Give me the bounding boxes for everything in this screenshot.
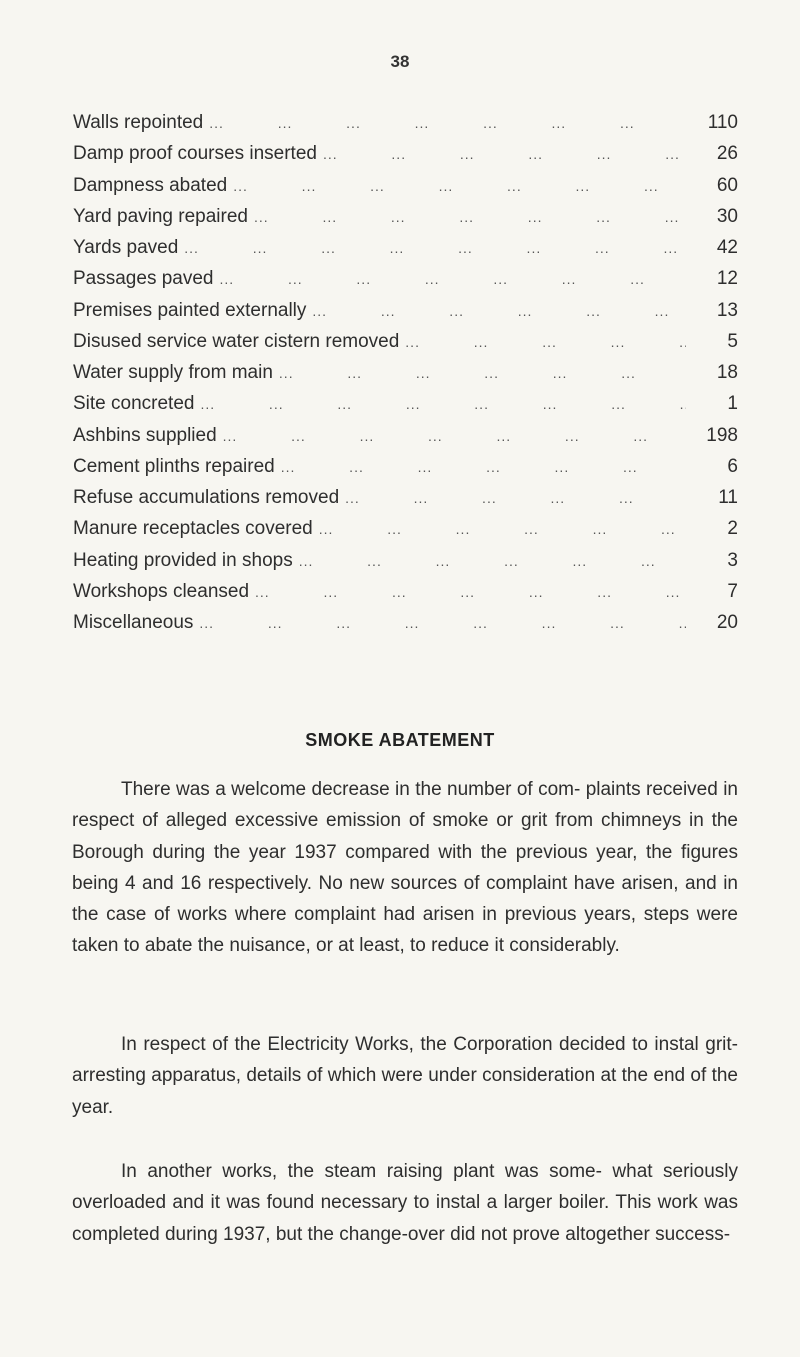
dot-leader xyxy=(254,209,686,225)
item-value: 60 xyxy=(716,174,738,196)
item-value: 42 xyxy=(716,237,738,258)
list-item xyxy=(73,206,738,237)
item-value: 30 xyxy=(716,205,738,227)
dot-leader xyxy=(223,428,686,444)
list-item xyxy=(73,581,738,612)
item-value: 7 xyxy=(727,580,738,602)
item-value: 11 xyxy=(718,487,738,508)
dot-leader xyxy=(255,584,686,600)
item-label: Passages paved xyxy=(73,268,214,290)
item-label: Refuse accumulations removed xyxy=(73,487,340,508)
item-value: 13 xyxy=(716,299,738,321)
item-value: 18 xyxy=(716,362,738,383)
paragraph: There was a welcome decrease in the number of com- plaints received in respect of alleged excessive emission of smoke or grit from chimneys in the Borough during the year 1937 compared with the previous year, the figures being 4 and 16 respectively. No new sources of complaint have arisen, and in the case of works where complaint had arisen in previous years, steps were taken to abate the nuisance, or at least, to reduce it considerably. xyxy=(72,779,738,957)
item-label: Damp proof courses inserted xyxy=(73,143,317,165)
item-label: Yards paved xyxy=(73,237,179,258)
dot-leader xyxy=(312,303,686,319)
item-label: Site concreted xyxy=(73,393,195,415)
list-item xyxy=(73,300,738,331)
item-value: 3 xyxy=(727,549,738,571)
item-label: Cement plinths repaired xyxy=(73,455,275,477)
dot-leader xyxy=(220,271,687,287)
item-value: 198 xyxy=(706,424,738,446)
item-value: 1 xyxy=(727,393,738,415)
item-value: 12 xyxy=(716,268,738,290)
dot-leader xyxy=(345,490,686,506)
list-item xyxy=(73,487,738,518)
list-item xyxy=(73,612,738,643)
list-item xyxy=(73,143,738,174)
item-value: 2 xyxy=(727,518,738,540)
paragraph: In respect of the Electricity Works, the Corporation decided to instal grit-arresting apparatus, details of which were under consideration at the end of the year. xyxy=(72,1034,738,1118)
item-label: Manure receptacles covered xyxy=(73,518,313,540)
dot-leader xyxy=(209,115,686,131)
list-item xyxy=(73,393,738,424)
repairs-list xyxy=(73,112,738,643)
item-value: 6 xyxy=(727,455,738,477)
list-item xyxy=(73,237,738,268)
dot-leader xyxy=(323,146,686,162)
page-number: 38 xyxy=(390,52,410,71)
list-item xyxy=(73,518,738,549)
dot-leader xyxy=(279,365,686,381)
dot-leader xyxy=(281,459,686,475)
dot-leader xyxy=(199,615,686,631)
list-item xyxy=(73,550,738,581)
item-label: Premises painted externally xyxy=(73,299,307,321)
list-item xyxy=(73,362,738,393)
item-label: Heating provided in shops xyxy=(73,549,293,571)
item-label: Yard paving repaired xyxy=(73,205,248,227)
section-heading: SMOKE ABATEMENT xyxy=(305,730,495,750)
dot-leader xyxy=(405,334,686,350)
item-value: 20 xyxy=(716,612,738,633)
dot-leader xyxy=(299,553,686,569)
list-item xyxy=(73,331,738,362)
paragraph: In another works, the steam raising plant was some- what seriously overloaded and it was found necessary to instal a larger boiler. This work was completed during 1937, but the change-over did not prove altogether success- xyxy=(72,1161,738,1245)
list-item xyxy=(73,112,738,143)
item-label: Water supply from main xyxy=(73,362,273,383)
list-item xyxy=(73,425,738,456)
dot-leader xyxy=(184,240,686,256)
item-label: Miscellaneous xyxy=(73,612,194,633)
dot-leader xyxy=(319,521,686,537)
item-label: Walls repointed xyxy=(73,112,204,133)
dot-leader xyxy=(200,396,686,412)
list-item xyxy=(73,268,738,299)
item-value: 26 xyxy=(716,143,738,165)
list-item xyxy=(73,175,738,206)
item-value: 5 xyxy=(727,330,738,352)
list-item xyxy=(73,456,738,487)
item-label: Ashbins supplied xyxy=(73,424,217,446)
item-label: Workshops cleansed xyxy=(73,580,250,602)
item-label: Disused service water cistern removed xyxy=(73,330,400,352)
item-value: 110 xyxy=(707,112,738,133)
item-label: Dampness abated xyxy=(73,174,228,196)
dot-leader xyxy=(233,178,686,194)
